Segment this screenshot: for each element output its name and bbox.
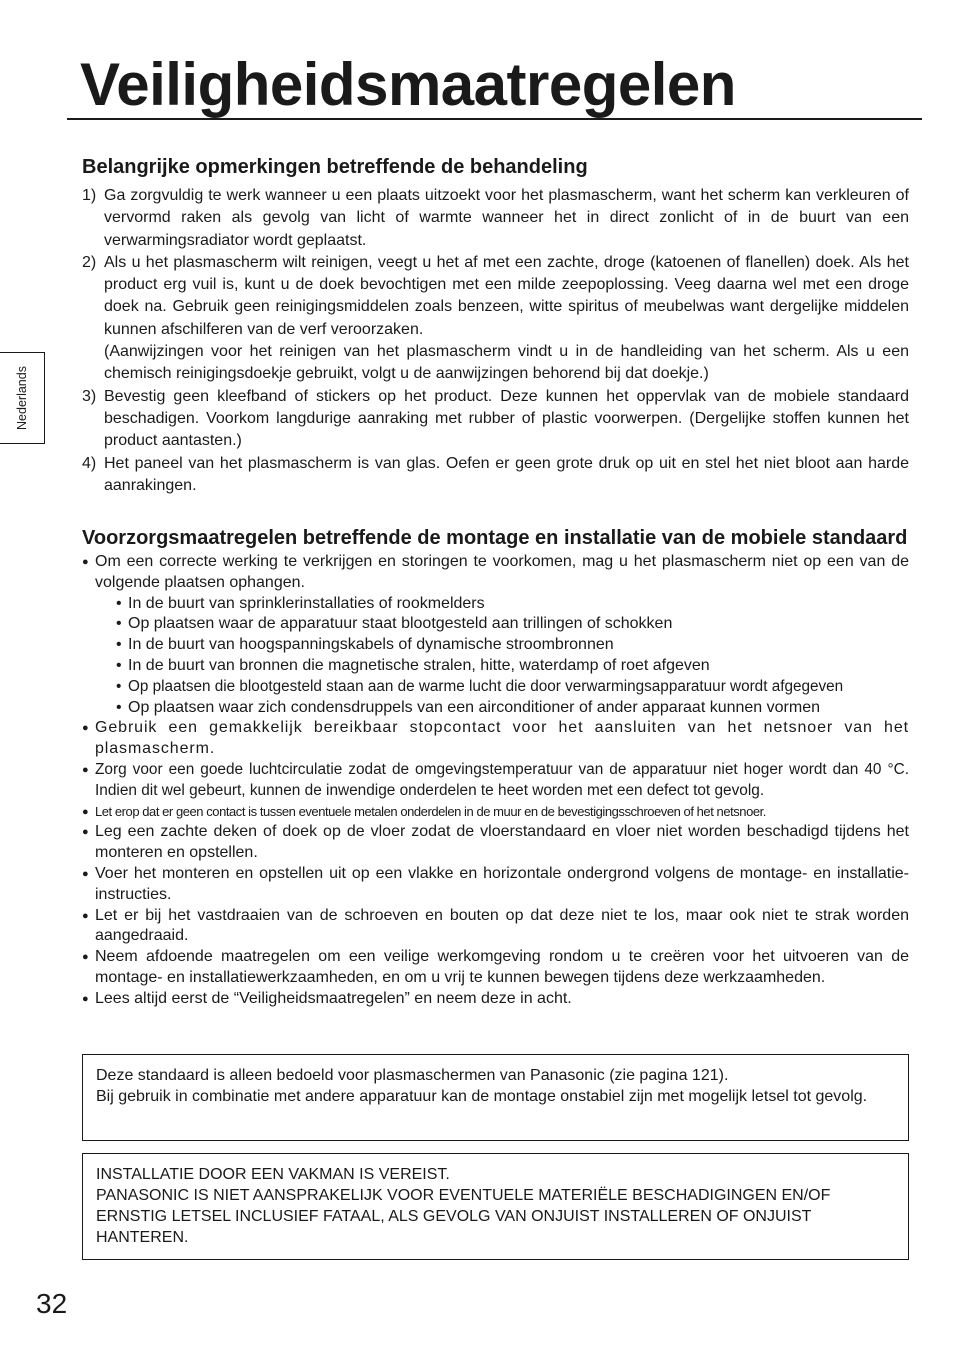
item-text: Lees altijd eerst de “Veiligheidsmaatregelen” en neem deze in acht. <box>95 989 572 1007</box>
list-item <box>82 989 909 1010</box>
sub-list-item <box>116 594 909 615</box>
item-text: Bevestig geen kleefband of stickers op het product. Deze kunnen het oppervlak van de mobiele standaard beschadigen. Voorkom langdurige aanraking met rubber of plastic voorwerpen. (Dergelijke stoffen kunnen het product aantasten.) <box>104 387 909 450</box>
item-number: 4) <box>82 454 97 472</box>
sub-item-text: In de buurt van bronnen die magnetische stralen, hitte, waterdamp of roet afgeven <box>128 656 710 674</box>
sub-bullet-icon: • <box>116 636 122 654</box>
item-text: Zorg voor een goede luchtcirculatie zodat de omgevingstemperatuur van de apparatuur niet hoger wordt dan 40 °C. Indien dit wel gebeurt, kunnen de inwendige onderdelen te heet worden met een defect tot gevolg. <box>95 760 909 799</box>
list-item <box>82 718 909 760</box>
item-number: 3) <box>82 387 97 405</box>
sub-bullet-icon: • <box>116 615 122 633</box>
bullet-icon: ● <box>82 722 90 735</box>
list-item <box>82 552 909 718</box>
handling-notes-section <box>82 153 909 497</box>
installation-warning-notice <box>82 1153 909 1260</box>
bullet-icon: ● <box>82 909 89 922</box>
item-text: Gebruik een gemakkelijk bereikbaar stopcontact voor het aansluiten van het netsnoer van het plasmascherm. <box>95 719 909 758</box>
item-text: Het paneel van het plasmascherm is van glas. Oefen er geen grote druk op uit en stel het niet bloot aan harde aanrakingen. <box>104 454 909 494</box>
sub-item-text: Op plaatsen waar zich condensdruppels van een airconditioner of ander apparaat kunnen vormen <box>128 698 820 716</box>
list-item <box>82 252 909 386</box>
installation-precautions-section <box>82 524 909 1010</box>
item-text: Let erop dat er geen contact is tussen eventuele metalen onderdelen in de muur en de bevestigingsschroeven of het netsnoer. <box>95 803 766 819</box>
sub-item-text: Op plaatsen waar de apparatuur staat blootgesteld aan trillingen of schokken <box>128 615 673 633</box>
title-divider <box>67 118 922 120</box>
notice-line: PANASONIC IS NIET AANSPRAKELIJK VOOR EVENTUELE MATERIËLE BESCHADIGINGEN EN/OF ERNSTIG LETSEL INCLUSIEF FATAAL, ALS GEVOLG VAN ONJUIST INSTALLEREN OF ONJUIST HANTEREN. <box>96 1187 831 1246</box>
item-text: Leg een zachte deken of doek op de vloer zodat de vloerstandaard en vloer niet worden beschadigd tijdens het monteren en opstellen. <box>95 823 909 862</box>
sub-list-item <box>116 614 909 635</box>
bullet-icon: ● <box>82 805 89 818</box>
list-item <box>82 864 909 906</box>
sub-bullet-icon: • <box>116 698 122 716</box>
item-text: Voer het monteren en opstellen uit op een vlakke en horizontale ondergrond volgens de montage- en installatie-instructies. <box>95 864 909 903</box>
panasonic-only-notice <box>82 1054 909 1141</box>
sub-item-text: In de buurt van sprinklerinstallaties of rookmelders <box>128 594 485 612</box>
notice-line: Deze standaard is alleen bedoeld voor plasmaschermen van Panasonic (zie pagina 121). <box>96 1067 729 1084</box>
item-text: Om een correcte werking te verkrijgen en storingen te voorkomen, mag u het plasmascherm niet op een van de volgende plaatsen ophangen. <box>95 553 909 591</box>
list-item <box>82 822 909 864</box>
item-extra-note: (Aanwijzingen voor het reinigen van het plasmascherm vindt u in de handleiding van het scherm. Als u een chemisch reinigingsdoekje gebruikt, volgt u de aanwijzingen behorend bij dat doekje.) <box>104 343 909 383</box>
notice-line: INSTALLATIE DOOR EEN VAKMAN IS VEREIST. <box>96 1166 450 1183</box>
list-item <box>82 760 909 802</box>
list-item <box>82 906 909 948</box>
item-text: Let er bij het vastdraaien van de schroeven en bouten op dat deze niet te los, maar ook niet te strak worden aangedraaid. <box>95 906 909 945</box>
sub-list-item <box>116 656 909 677</box>
side-tab-label: Nederlands <box>15 366 29 430</box>
list-item <box>82 802 909 823</box>
sub-item-text: Op plaatsen die blootgesteld staan aan de warme lucht die door verwarmingsapparatuur wordt afgegeven <box>128 677 844 695</box>
sub-bullet-icon: • <box>116 594 122 612</box>
sub-list-item <box>116 698 909 719</box>
bullet-icon: ● <box>82 826 89 839</box>
item-number: 1) <box>82 187 97 204</box>
list-item <box>82 947 909 989</box>
item-text: Ga zorgvuldig te werk wanneer u een plaats uitzoekt voor het plasmascherm, want het scherm kan verkleuren of vervormd raken als gevolg van licht of warmte wanneer het in direct zonlicht of in de buurt van een verwarmingsradiator wordt geplaatst. <box>104 187 909 249</box>
list-item <box>82 386 909 453</box>
section-heading: Belangrijke opmerkingen betreffende de behandeling <box>82 156 588 178</box>
bullet-icon: ● <box>82 867 89 880</box>
item-text: Neem afdoende maatregelen om een veilige werkomgeving rondom u te creëren voor het uitvoeren van de montage- en installatiewerkzaamheden, en om u vrij te kunnen bewegen tijdens deze werkzaamheden. <box>95 948 909 986</box>
item-text: Als u het plasmascherm wilt reinigen, veegt u het af met een zachte, droge (katoenen of flanellen) doek. Als het product erg vuil is, kunt u de doek bevochtigen met een milde zeepoplossing. Veeg daarna wel met een droge doek na. Gebruik geen reinigingsmiddelen zoals benzeen, witte spiritus of meubelwas want dergelijke middelen kunnen afschilferen van de verf veroorzaken. <box>104 253 909 338</box>
sub-list-item <box>116 635 909 656</box>
item-number: 2) <box>82 253 97 271</box>
notice-line: Bij gebruik in combinatie met andere apparatuur kan de montage onstabiel zijn met mogelijk letsel tot gevolg. <box>96 1088 868 1105</box>
page-number: 32 <box>36 1288 68 1319</box>
sub-bullet-icon: • <box>116 656 122 674</box>
sub-bullet-icon: • <box>116 677 122 695</box>
bullet-icon: ● <box>82 556 89 568</box>
sub-list-item <box>116 677 909 698</box>
list-item <box>82 453 909 498</box>
precautions-list <box>82 552 909 1010</box>
bullet-icon: ● <box>82 992 89 1005</box>
bullet-icon: ● <box>82 763 89 776</box>
list-item <box>82 185 909 252</box>
sub-item-text: In de buurt van hoogspanningskabels of dynamische stroombronnen <box>128 636 614 654</box>
bullet-icon: ● <box>82 951 89 964</box>
sub-list <box>95 594 909 719</box>
language-side-tab <box>0 352 45 444</box>
handling-notes-list <box>82 185 909 497</box>
section-heading: Voorzorgsmaatregelen betreffende de montage en installatie van de mobiele standaard <box>82 527 908 549</box>
page-title: Veiligheidsmaatregelen <box>80 51 736 118</box>
